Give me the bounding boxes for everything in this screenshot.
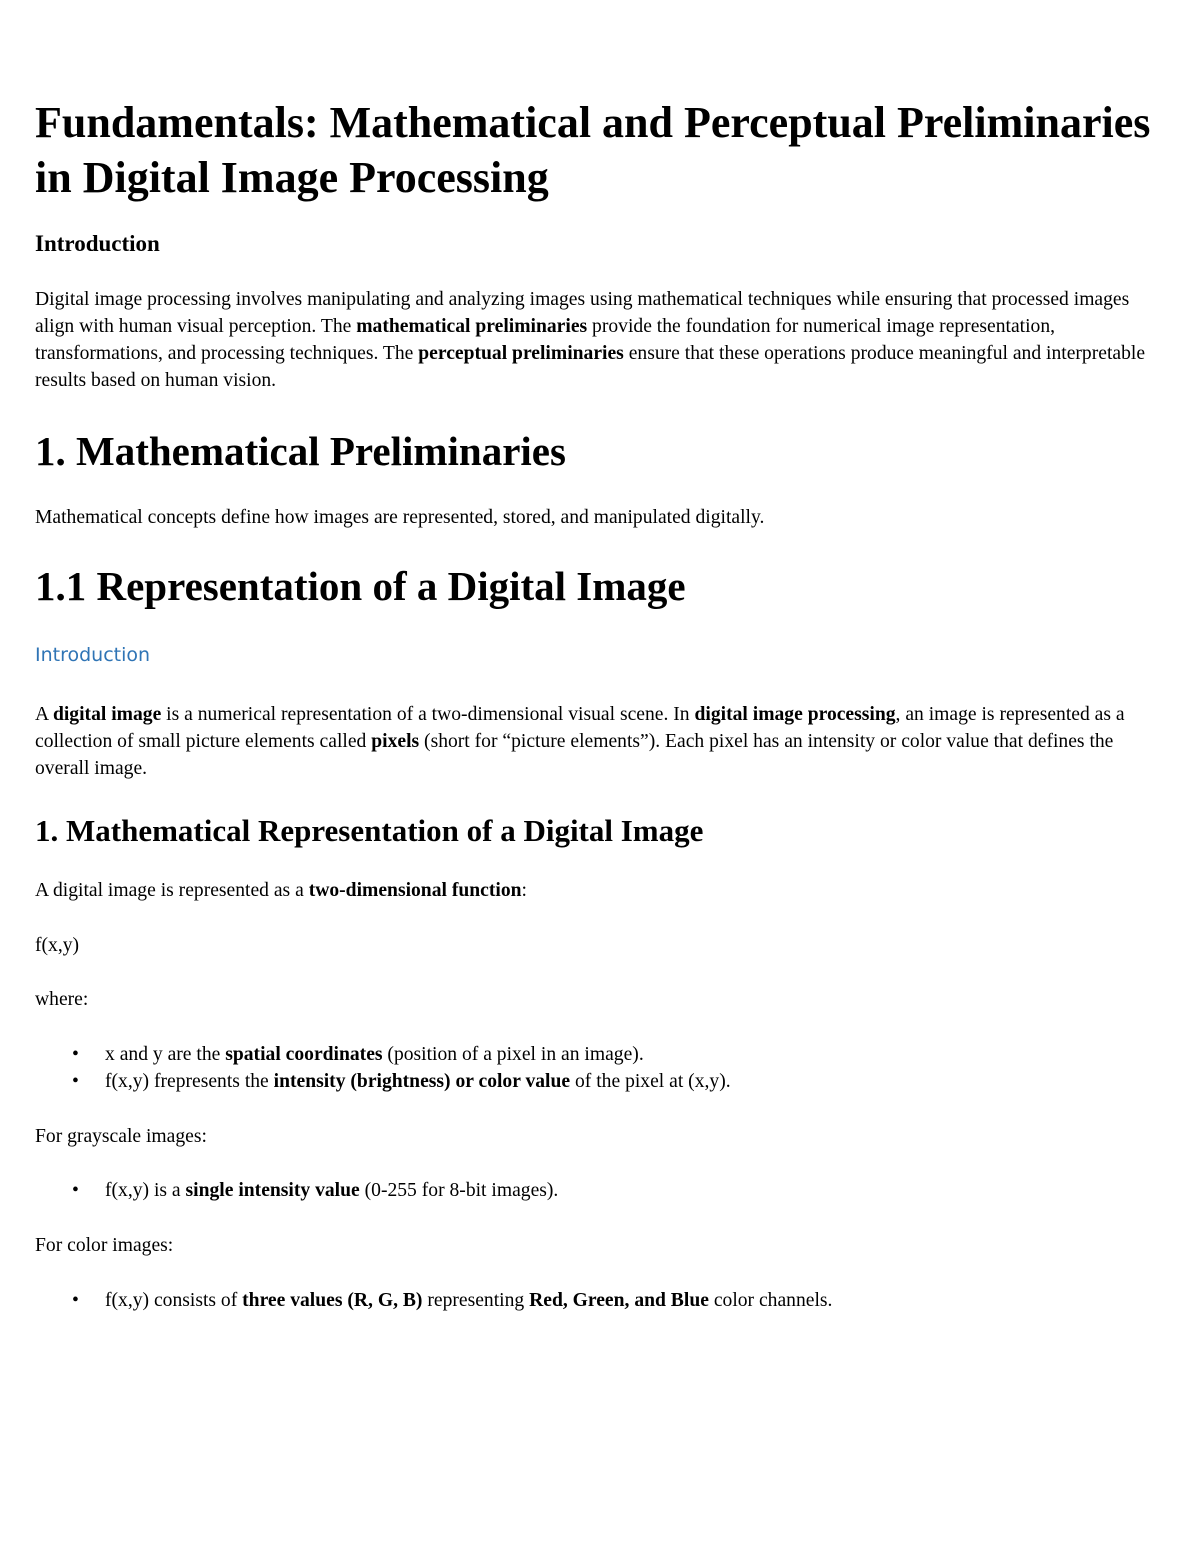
bold-term: two-dimensional function xyxy=(308,880,522,901)
section-paragraph: Mathematical concepts define how images are represented, stored, and manipulated digitally. xyxy=(35,507,765,528)
where-label: where: xyxy=(35,989,89,1010)
section-heading-mathematical-preliminaries: 1. Mathematical Preliminaries xyxy=(35,428,566,474)
intro-paragraph: Digital image processing involves manipulating and analyzing images using mathematical techniques while ensuring that processed images align with human visual perception. The mathematical preliminaries provide the foundation for numerical image representation, transformations, and processing techniques. The perceptual preliminaries ensure that these operations produce meaningful and interpretable results based on human vision. xyxy=(35,289,1146,391)
grayscale-label: For grayscale images: xyxy=(35,1126,207,1147)
color-label: For color images: xyxy=(35,1235,174,1256)
bold-term: three values (R, G, B) xyxy=(242,1290,423,1311)
list-item: • x and y are the spatial coordinates (position of a pixel in an image). xyxy=(35,1041,1155,1068)
bold-term: single intensity value xyxy=(185,1180,360,1201)
bullet-icon: • xyxy=(72,1180,79,1201)
bullet-icon: • xyxy=(72,1071,79,1092)
formula-line: f(x,y) xyxy=(35,935,80,956)
bold-term: mathematical preliminaries xyxy=(356,316,588,337)
bold-term: pixels xyxy=(371,731,420,752)
bold-term: digital image xyxy=(52,704,162,725)
sub-introduction-heading: Introduction xyxy=(35,644,151,666)
list-item: • f(x,y) is a single intensity value (0-255 for 8-bit images). xyxy=(35,1177,1155,1204)
bold-term: perceptual preliminaries xyxy=(418,343,624,364)
bold-term: digital image processing xyxy=(694,704,896,725)
where-list xyxy=(35,1041,1155,1095)
grayscale-list xyxy=(35,1177,1155,1204)
section-heading-representation: 1.1 Representation of a Digital Image xyxy=(35,563,686,609)
bold-term: intensity (brightness) or color value xyxy=(273,1071,571,1092)
bold-term: spatial coordinates xyxy=(225,1044,383,1065)
two-dimensional-paragraph: A digital image is represented as a two-dimensional function: xyxy=(35,880,527,901)
digital-image-paragraph: A digital image is a numerical representation of a two-dimensional visual scene. In digital image processing, an image is represented as a collection of small picture elements called pixels (short for “picture elements”). Each pixel has an intensity or color value that defines the overall image. xyxy=(35,704,1125,779)
list-item: • f(x,y) frepresents the intensity (brightness) or color value of the pixel at (x,y). xyxy=(35,1068,1155,1095)
bullet-icon: • xyxy=(72,1290,79,1311)
subsection-heading: 1. Mathematical Representation of a Digital Image xyxy=(35,813,704,848)
intro-heading: Introduction xyxy=(35,231,160,256)
document-title: Fundamentals: Mathematical and Perceptual Preliminaries in Digital Image Processing xyxy=(35,98,1151,202)
bold-term: Red, Green, and Blue xyxy=(529,1290,709,1311)
list-item: • f(x,y) consists of three values (R, G, B) representing Red, Green, and Blue color channels. xyxy=(35,1287,1155,1314)
bullet-icon: • xyxy=(72,1044,79,1065)
color-list xyxy=(35,1287,1155,1314)
